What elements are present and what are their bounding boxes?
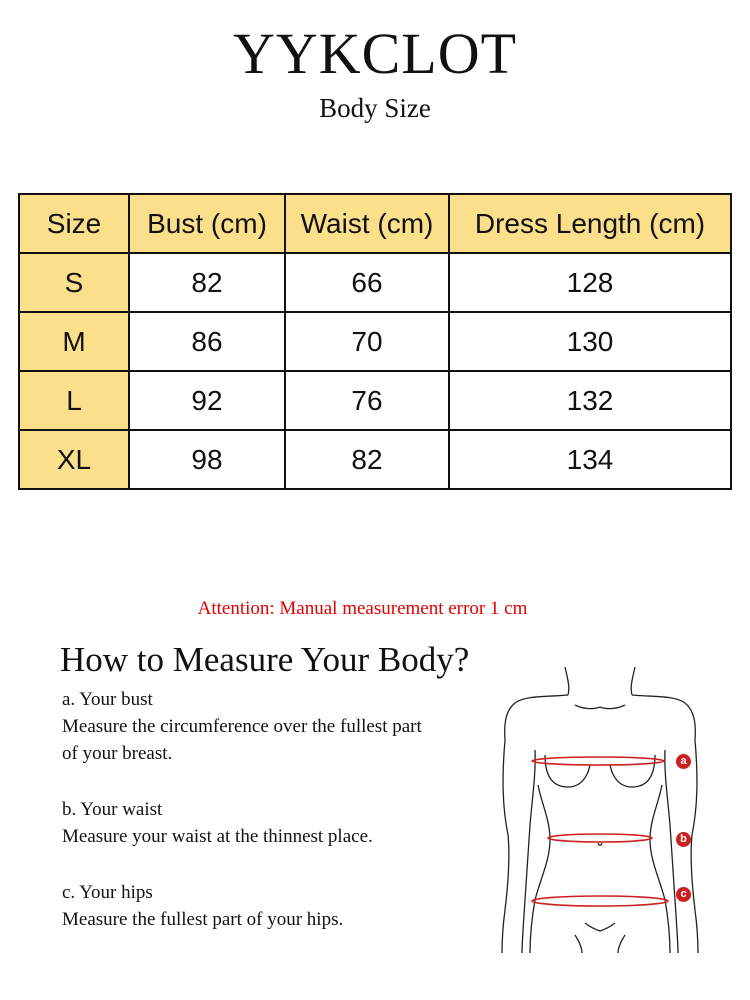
table-row xyxy=(19,371,731,430)
marker-c-icon: c xyxy=(676,887,691,902)
size-chart-table xyxy=(18,193,732,490)
brand-title: YYKCLOT xyxy=(232,21,518,86)
how-to-measure-heading: How to Measure Your Body? xyxy=(60,640,470,679)
header-bust: Bust (cm) xyxy=(129,194,285,253)
table-row xyxy=(19,430,731,489)
bust-cell: 82 xyxy=(129,253,285,312)
bust-instruction-line1: Measure the circumference over the fullest part xyxy=(62,716,422,737)
dress-length-cell: 134 xyxy=(449,430,731,489)
dress-length-cell: 130 xyxy=(449,312,731,371)
size-cell: XL xyxy=(19,430,129,489)
body-measurement-figure xyxy=(490,655,710,955)
dress-length-cell: 128 xyxy=(449,253,731,312)
table-header-row xyxy=(19,194,731,253)
hips-instruction-title: c. Your hips xyxy=(62,882,153,903)
marker-b-icon: b xyxy=(676,832,691,847)
table-row xyxy=(19,253,731,312)
waist-cell: 82 xyxy=(285,430,449,489)
waist-cell: 66 xyxy=(285,253,449,312)
table-row xyxy=(19,312,731,371)
attention-note: Attention: Manual measurement error 1 cm xyxy=(197,598,528,619)
waist-cell: 70 xyxy=(285,312,449,371)
size-cell: M xyxy=(19,312,129,371)
hips-instruction-line1: Measure the fullest part of your hips. xyxy=(62,909,344,930)
bust-cell: 92 xyxy=(129,371,285,430)
waist-instruction-line1: Measure your waist at the thinnest place. xyxy=(62,826,373,847)
waist-instruction-title: b. Your waist xyxy=(62,799,163,820)
bust-instruction-line2: of your breast. xyxy=(62,743,173,764)
bust-cell: 98 xyxy=(129,430,285,489)
marker-a-icon: a xyxy=(676,754,691,769)
dress-length-cell: 132 xyxy=(449,371,731,430)
bust-instruction-title: a. Your bust xyxy=(62,689,153,710)
page-subtitle: Body Size xyxy=(319,93,431,123)
body-outline-illustration xyxy=(490,655,710,955)
header-dress-length: Dress Length (cm) xyxy=(449,194,731,253)
header-size: Size xyxy=(19,194,129,253)
header-waist: Waist (cm) xyxy=(285,194,449,253)
size-cell: S xyxy=(19,253,129,312)
bust-cell: 86 xyxy=(129,312,285,371)
waist-cell: 76 xyxy=(285,371,449,430)
size-cell: L xyxy=(19,371,129,430)
